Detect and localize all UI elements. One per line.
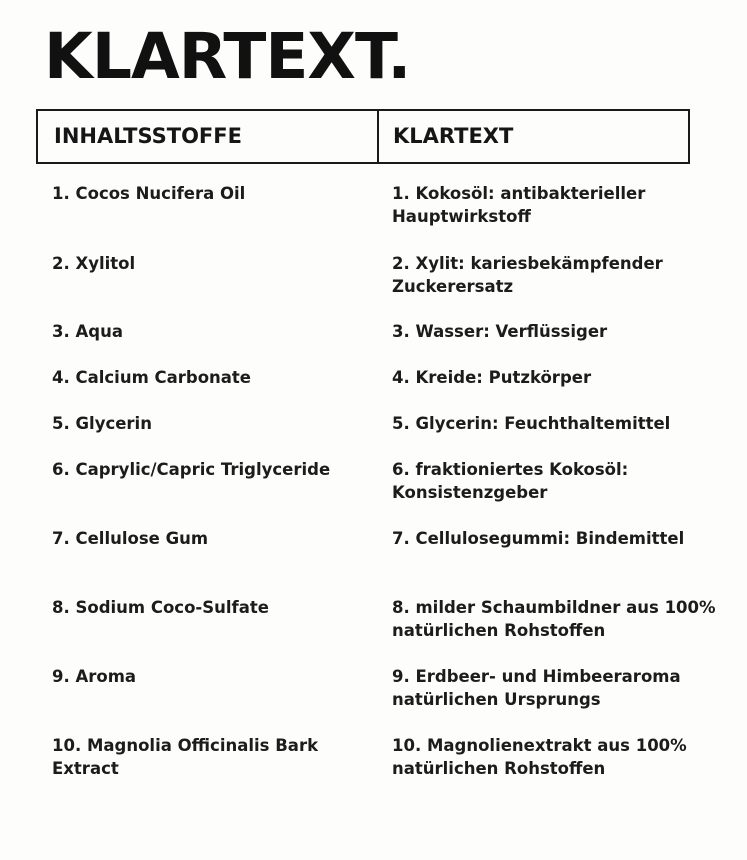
table-header [36, 109, 690, 164]
ingredient-cell: 9. Aroma [52, 667, 137, 686]
page-title: KLARTEXT. [44, 20, 411, 93]
ingredient-cell: 10. Magnolia Officinalis Bark Extract [52, 736, 319, 778]
column-header-ingredients: INHALTSSTOFFE [54, 124, 242, 148]
explanation-cell: 4. Kreide: Putzkörper [392, 368, 592, 387]
ingredient-cell: 4. Calcium Carbonate [52, 368, 251, 387]
ingredient-cell: 3. Aqua [52, 322, 123, 341]
ingredient-cell: 6. Caprylic/Capric Triglyceride [52, 460, 331, 479]
ingredient-cell: 8. Sodium Coco-Sulfate [52, 598, 269, 617]
ingredient-cell: 2. Xylitol [52, 254, 136, 273]
explanation-cell: 3. Wasser: Verflüssiger [392, 322, 608, 341]
explanation-cell: 6. fraktioniertes Kokosöl: Konsistenzgeber [392, 460, 629, 502]
explanation-cell: 1. Kokosöl: antibakterieller Hauptwirkstoff [392, 184, 646, 226]
ingredient-cell: 7. Cellulose Gum [52, 529, 209, 548]
explanation-cell: 7. Cellulosegummi: Bindemittel [392, 529, 685, 548]
explanation-cell: 10. Magnolienextrakt aus 100% natürlichen Rohstoffen [392, 736, 687, 778]
explanation-cell: 9. Erdbeer- und Himbeeraroma natürlichen Ursprungs [392, 667, 681, 709]
ingredient-cell: 5. Glycerin [52, 414, 152, 433]
explanation-cell: 2. Xylit: kariesbekämpfender Zuckerersatz [392, 254, 663, 296]
column-header-plain-text: KLARTEXT [393, 124, 514, 148]
header-divider [377, 111, 379, 162]
explanation-cell: 5. Glycerin: Feuchthaltemittel [392, 414, 671, 433]
ingredient-cell: 1. Cocos Nucifera Oil [52, 184, 246, 203]
explanation-cell: 8. milder Schaumbildner aus 100% natürlichen Rohstoffen [392, 598, 716, 640]
